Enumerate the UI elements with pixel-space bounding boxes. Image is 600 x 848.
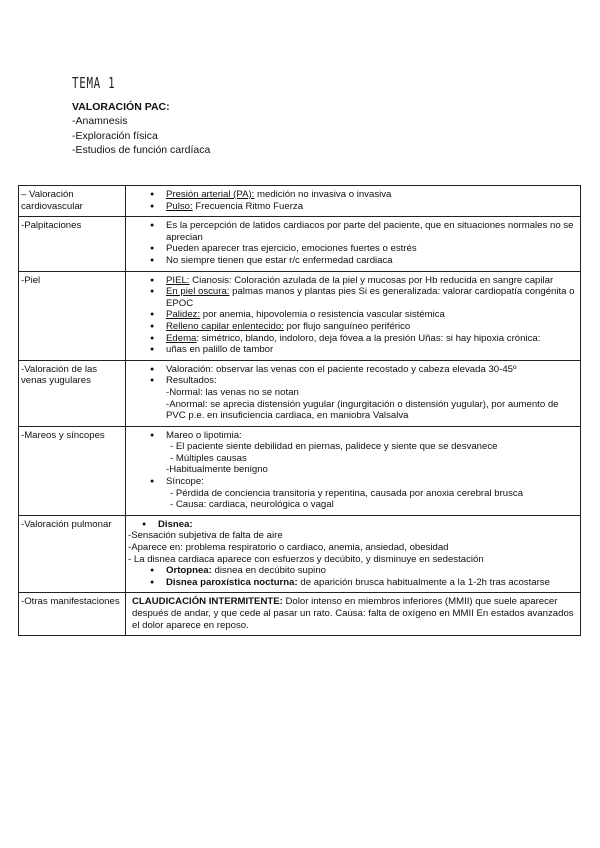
list-item: ● Disnea:	[140, 519, 576, 531]
intro-item: -Estudios de función cardíaca	[72, 143, 211, 156]
row-label: -Otras manifestaciones	[19, 593, 126, 636]
list-item: ● Edema: simétrico, blando, indoloro, deja fóvea a la presión Uñas: si hay hipoxia crónica:	[148, 333, 576, 345]
text-line: - La disnea cardiaca aparece con esfuerzos y decúbito, y disminuye en sedestación	[128, 553, 484, 565]
list-item: ● Mareo o lipotimia:	[148, 430, 576, 442]
table-row	[19, 217, 581, 271]
row-label: -Palpitaciones	[19, 217, 126, 271]
intro-title: VALORACIÓN PAC:	[72, 101, 170, 113]
row-content	[126, 271, 581, 360]
sub-item: - Pérdida de conciencia transitoria y repentina, causada por anoxia cerebral brusca	[170, 487, 524, 499]
sub-item: -Normal: las venas no se notan	[166, 386, 299, 398]
text-line: -Aparece en: problema respiratorio o cardiaco, anemia, ansiedad, obesidad	[128, 542, 449, 554]
list-item: ● Presión arterial (PA): medición no invasiva o invasiva	[148, 189, 576, 201]
list-item: ● Relleno capilar enlentecido: por flujo sanguíneo periférico	[148, 321, 576, 333]
list-item: ● Ortopnea: disnea en decúbito supino	[148, 565, 576, 577]
assessment-table	[18, 185, 581, 636]
list-item: ● Es la percepción de latidos cardiacos por parte del paciente, que en situaciones normales no se aprecian	[148, 220, 576, 243]
list-item: ● Palidez: por anemia, hipovolemia o resistencia vascular sistémica	[148, 309, 576, 321]
row-label: -Mareos y síncopes	[19, 426, 126, 515]
list-item: ● Disnea paroxística nocturna: de aparición brusca habitualmente a la 1-2h tras acostarse	[148, 577, 576, 589]
row-label: – Valoración cardiovascular	[19, 186, 126, 217]
row-content	[126, 186, 581, 217]
intro-block	[72, 100, 210, 157]
row-label: -Valoración pulmonar	[19, 515, 126, 593]
list-item: ● Síncope:	[148, 476, 576, 488]
list-item: ● En piel oscura: palmas manos y plantas pies Si es generalizada: valorar cardiopatía congénita o EPOC	[148, 286, 576, 309]
intro-item: -Anamnesis	[72, 115, 128, 128]
list-item: ● Pueden aparecer tras ejercicio, emociones fuertes o estrés	[148, 243, 576, 255]
list-item: ● Pulso: Frecuencia Ritmo Fuerza	[148, 201, 576, 213]
table-row	[19, 593, 581, 636]
text-line: -Sensación subjetiva de falta de aire	[128, 530, 283, 542]
row-content	[126, 593, 581, 636]
sub-item: - Causa: cardiaca, neurológica o vagal	[170, 499, 334, 511]
row-label: -Piel	[19, 271, 126, 360]
row-content	[126, 360, 581, 426]
list-item: ● PIEL: Cianosis: Coloración azulada de la piel y mucosas por Hb reducida en sangre capilar	[148, 275, 576, 287]
table-row	[19, 271, 581, 360]
sub-item: -Habitualmente benigno	[166, 464, 268, 476]
emphasis-text: CLAUDICACIÓN INTERMITENTE:	[132, 596, 283, 608]
list-item: ● Resultados:	[148, 375, 576, 387]
sub-item: - El paciente siente debilidad en piernas, palidece y siente que se desvanece	[170, 441, 498, 453]
page-heading: TEMA 1	[72, 74, 116, 92]
row-content	[126, 426, 581, 515]
row-label: -Valoración de las venas yugulares	[19, 360, 126, 426]
row-content	[126, 515, 581, 593]
table-row	[19, 360, 581, 426]
list-item: ● uñas en palillo de tambor	[148, 344, 576, 356]
intro-item: -Exploración física	[72, 129, 158, 142]
table-row	[19, 515, 581, 593]
list-item: ● No siempre tienen que estar r/c enfermedad cardiaca	[148, 255, 576, 267]
table-row	[19, 186, 581, 217]
row-content	[126, 217, 581, 271]
body-text: Dolor intenso en miembros inferiores (MMII) que suele aparecer después de andar, y que cede al pasar un rato. Causa: falta de oxígeno en MMII En estados avanzados el dolor aparece en reposo.	[132, 596, 574, 631]
list-item: ● Valoración: observar las venas con el paciente recostado y cabeza elevada 30-45º	[148, 364, 576, 376]
sub-item: -Anormal: se aprecia distensión yugular (ingurgitación o distensión yugular), por aumento de PVC p.e. en insuficiencia cardiaca, en maniobra Valsalva	[166, 398, 559, 422]
sub-item: - Múltiples causas	[170, 452, 247, 464]
table-row	[19, 426, 581, 515]
